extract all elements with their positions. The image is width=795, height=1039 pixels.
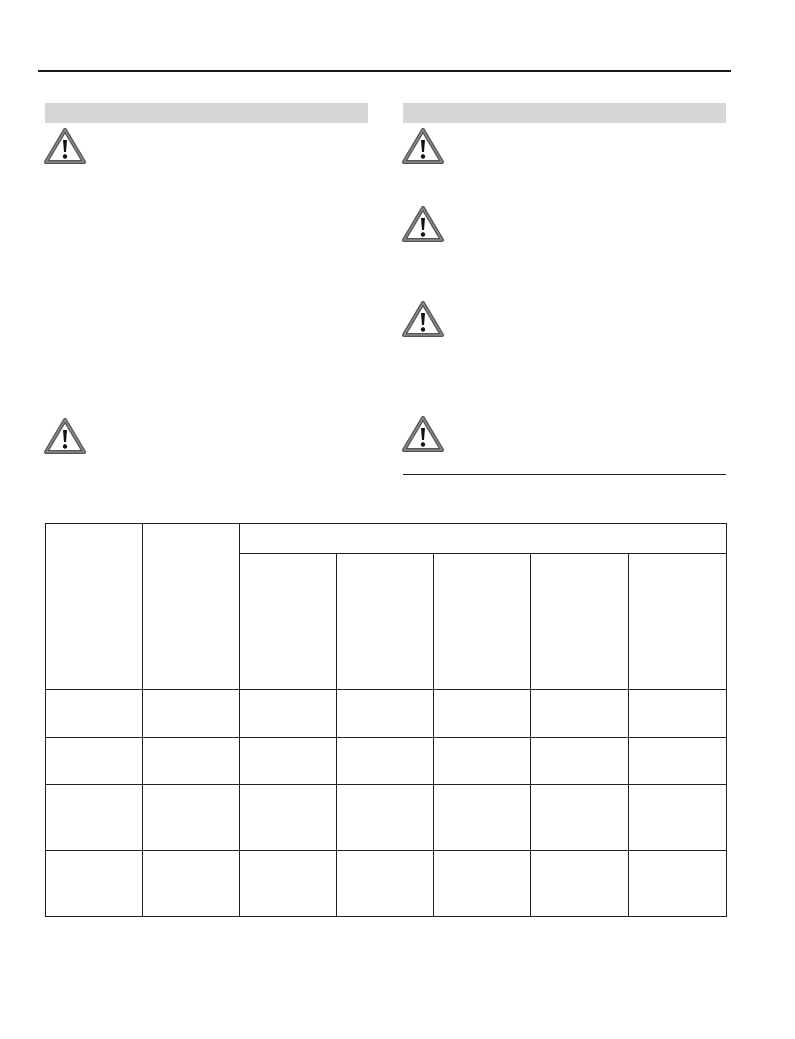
table-cell: [629, 785, 727, 851]
table-cell: [531, 785, 629, 851]
table-subheader-cell: [240, 554, 337, 690]
table-cell: [240, 690, 337, 738]
table-subheader-cell: [337, 554, 434, 690]
table-cell: [531, 738, 629, 785]
table-subheader-cell: [629, 554, 727, 690]
table-cell: [143, 738, 240, 785]
table-row: [46, 851, 727, 917]
table-cell: [337, 851, 434, 917]
table-cell: [531, 690, 629, 738]
table-cell: [46, 851, 143, 917]
table-cell: [629, 690, 727, 738]
table-header-cell: [46, 524, 143, 690]
specification-table: [45, 523, 727, 917]
table-cell: [337, 738, 434, 785]
table-header-cell: [143, 524, 240, 690]
table-group-header-cell: [240, 524, 727, 554]
table-cell: [434, 690, 531, 738]
warning-triangle-icon: [401, 127, 445, 165]
top-rule: [38, 70, 731, 72]
table-cell: [240, 785, 337, 851]
table-row: [46, 785, 727, 851]
table-cell: [240, 851, 337, 917]
warning-triangle-icon: [43, 417, 87, 455]
right-section-header-bar: [403, 103, 726, 123]
table-cell: [434, 851, 531, 917]
table-cell: [46, 738, 143, 785]
table-cell: [46, 690, 143, 738]
table-cell: [240, 738, 337, 785]
table-cell: [629, 738, 727, 785]
table-cell: [143, 690, 240, 738]
table-cell: [531, 851, 629, 917]
table-subheader-cell: [531, 554, 629, 690]
table-cell: [337, 785, 434, 851]
warning-triangle-icon: [401, 205, 445, 243]
warning-triangle-icon: [401, 300, 445, 338]
table-subheader-cell: [434, 554, 531, 690]
table-row: [46, 738, 727, 785]
warning-triangle-icon: [43, 127, 87, 165]
table-header-row: [46, 524, 727, 554]
right-column-end-rule: [403, 474, 726, 475]
table-cell: [434, 738, 531, 785]
table-cell: [434, 785, 531, 851]
table-row: [46, 690, 727, 738]
table-cell: [629, 851, 727, 917]
warning-triangle-icon: [401, 415, 445, 453]
table-cell: [143, 851, 240, 917]
table-cell: [46, 785, 143, 851]
table-cell: [143, 785, 240, 851]
left-section-header-bar: [45, 103, 368, 123]
table-cell: [337, 690, 434, 738]
